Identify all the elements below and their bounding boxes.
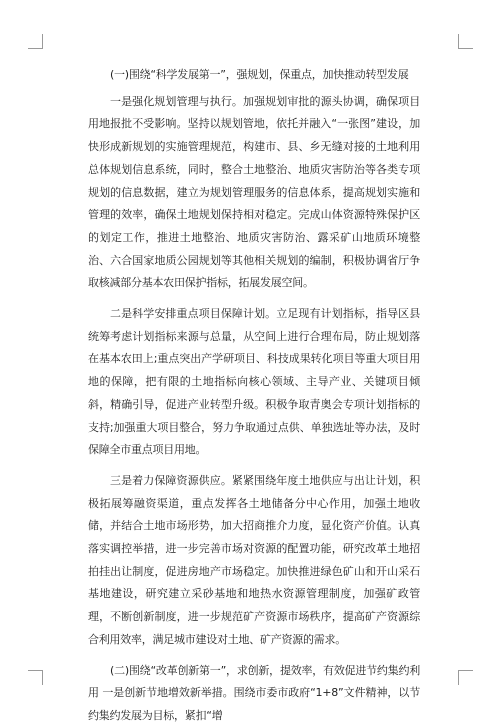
section-heading-2: (二)围绕“改革创新第一”，求创新，提效率，有效促进节约集约利用 一是创新节地增效新举措。围绕市委市政府“1+8”文件精神，以节约集约发展为目标，紧扣“增 [88,663,420,722]
crop-mark-top-left [28,34,43,49]
paragraph-resource-supply: 三是着力保障资源供应。紧紧围绕年度土地供应与出让计划，积极拓展筹融资渠道，重点发挥各土地储备分中心作用，加强土地收储，并结合土地市场形势，加大招商推介力度，显化资产价值。认真落实调控举措，进一步完善市场对资源的配置功能，研究改革土地招拍挂出让制度，促进房地产市场稳定。加快推进绿色矿山和开山采石基地建设，研究建立采砂基地和地热水资源管理制度，加强矿政管理，不断创新制度，进一步规范矿产资源市场秩序，提高矿产资源综合利用效率，满足城市建设对土地、矿产资源的需求。 [88,473,420,646]
document-body [88,64,420,728]
section-heading-1: (一)围绕“科学发展第一”，强规划，保重点，加快推动转型发展 [110,68,409,81]
crop-mark-bottom-right [458,670,473,685]
paragraph-key-projects: 二是科学安排重点项目保障计划。立足现有计划指标，指导区县统筹考虑计划指标来源与总量，从空间上进行合理布局，防止规划落在基本农田上;重点突出产学研项目、科技成果转化项目等重大项目用地的保障，把有限的土地指标向核心领域、主导产业、关键项目倾斜，精确引导，促进产业转型升级。积极争取青奥会专项计划指标的支持;加强重大项目整合，努力争取通过点供、单独选址等办法，及时保障全市重点项目用地。 [88,307,420,457]
crop-mark-top-right [458,34,473,49]
paragraph-planning: 一是强化规划管理与执行。加强规划审批的源头协调，确保项目用地报批不受影响。坚持以规划管地，依托并融入“一张图”建设，加快形成新规划的实施管理规范，构建市、县、乡无缝对接的土地利用总体规划信息系统，同时，整合土地整治、地质灾害防治等各类专项规划的信息数据，建立为规划管理服务的信息体系，提高规划实施和管理的效率，确保土地规划保持相对稳定。完成山体资源特殊保护区的划定工作，推进土地整治、地质灾害防治、露采矿山地质环境整治、六合国家地质公园规划等其他相关规划的编制，积极协调省厅争取核减部分基本农田保护指标，拓展发展空间。 [88,94,420,290]
crop-mark-bottom-left [28,670,43,685]
